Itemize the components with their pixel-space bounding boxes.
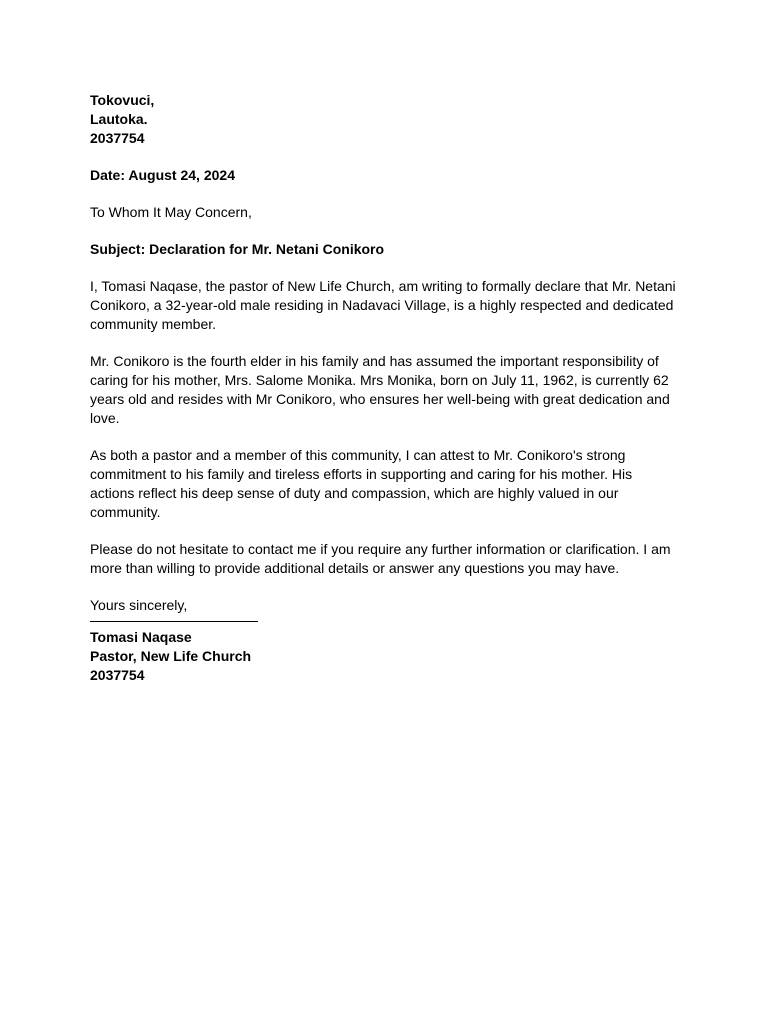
- letter-body: [90, 91, 678, 685]
- body-paragraph-3: As both a pastor and a member of this community, I can attest to Mr. Conikoro's strong commitment to his family and tireless efforts in supporting and caring for his mother. His actions reflect his deep sense of duty and compassion, which are highly valued in our community.: [90, 447, 633, 520]
- sender-phone: 2037754: [90, 130, 145, 146]
- letter-date: Date: August 24, 2024: [90, 167, 235, 183]
- signature-phone: 2037754: [90, 667, 145, 683]
- closing: Yours sincerely,: [90, 597, 188, 613]
- signature-block: [90, 628, 678, 685]
- sender-address-line-2: Lautoka.: [90, 111, 148, 127]
- body-paragraph-1: I, Tomasi Naqase, the pastor of New Life Church, am writing to formally declare that Mr. Netani Conikoro, a 32-year-old male residing in Nadavaci Village, is a highly respected and dedicated community member.: [90, 278, 676, 332]
- subject-block: [90, 240, 678, 259]
- body-paragraph-4: Please do not hesitate to contact me if you require any further information or clarification. I am more than willing to provide additional details or answer any questions you may have.: [90, 541, 671, 576]
- signature-name: Tomasi Naqase: [90, 629, 192, 645]
- closing-block: [90, 596, 678, 615]
- body-paragraph-2: Mr. Conikoro is the fourth elder in his family and has assumed the important responsibility of caring for his mother, Mrs. Salome Monika. Mrs Monika, born on July 11, 1962, is currently 62 years old and resides with Mr Conikoro, who ensures her well-being with great dedication and love.: [90, 353, 670, 426]
- letter-date-block: [90, 166, 678, 185]
- salutation: To Whom It May Concern,: [90, 204, 252, 220]
- signature-line: [90, 621, 258, 622]
- salutation-block: [90, 203, 678, 222]
- sender-address: [90, 91, 678, 148]
- subject-line: Subject: Declaration for Mr. Netani Conikoro: [90, 241, 385, 257]
- sender-address-line-1: Tokovuci,: [90, 92, 155, 108]
- signature-title: Pastor, New Life Church: [90, 648, 252, 664]
